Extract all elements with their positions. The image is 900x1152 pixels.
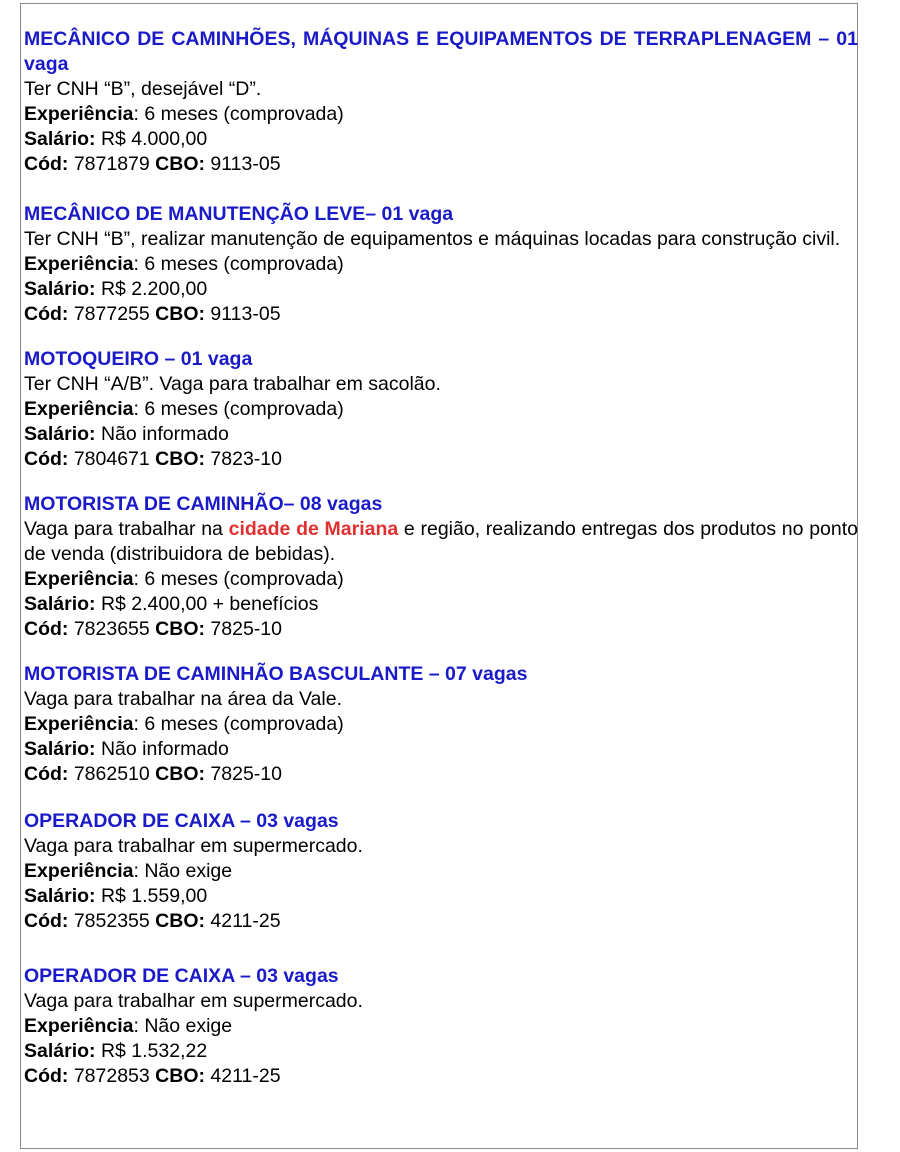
job-entry bbox=[24, 202, 858, 327]
job-code bbox=[24, 152, 858, 177]
cbo-label: CBO: bbox=[155, 618, 205, 640]
salary-value: R$ 2.200,00 bbox=[95, 278, 208, 300]
job-entry bbox=[24, 347, 858, 472]
job-description: Vaga para trabalhar na área da Vale. bbox=[24, 688, 342, 710]
cbo-label: CBO: bbox=[155, 910, 205, 932]
job-entry bbox=[24, 27, 858, 177]
salary-label: Salário: bbox=[24, 593, 96, 615]
code-value: 7877255 bbox=[68, 303, 156, 325]
code-label: Cód: bbox=[24, 153, 69, 175]
job-code bbox=[24, 909, 858, 934]
description-text: Vaga para trabalhar na bbox=[24, 518, 229, 540]
salary-value: Não informado bbox=[95, 423, 229, 445]
cbo-value: 9113-05 bbox=[205, 153, 281, 175]
salary-label: Salário: bbox=[24, 738, 96, 760]
cbo-label: CBO: bbox=[155, 1065, 205, 1087]
salary-label: Salário: bbox=[24, 1040, 96, 1062]
salary-label: Salário: bbox=[24, 278, 96, 300]
cbo-label: CBO: bbox=[155, 448, 205, 470]
job-description: Ter CNH “B”, desejável “D”. bbox=[24, 78, 262, 100]
cbo-value: 7825-10 bbox=[205, 763, 282, 785]
job-experience bbox=[24, 397, 858, 422]
job-experience bbox=[24, 859, 858, 884]
cbo-value: 4211-25 bbox=[205, 1065, 281, 1087]
job-salary bbox=[24, 127, 858, 152]
job-salary bbox=[24, 422, 858, 447]
job-entry bbox=[24, 662, 858, 787]
job-salary bbox=[24, 1039, 858, 1064]
cbo-value: 9113-05 bbox=[205, 303, 281, 325]
salary-label: Salário: bbox=[24, 423, 96, 445]
code-label: Cód: bbox=[24, 303, 69, 325]
job-salary bbox=[24, 277, 858, 302]
job-title: OPERADOR DE CAIXA – 03 vagas bbox=[24, 965, 339, 987]
experience-label: Experiência bbox=[24, 1015, 134, 1037]
salary-label: Salário: bbox=[24, 128, 96, 150]
job-experience bbox=[24, 102, 858, 127]
experience-label: Experiência bbox=[24, 568, 134, 590]
experience-label: Experiência bbox=[24, 253, 134, 275]
experience-value: : 6 meses (comprovada) bbox=[133, 713, 344, 735]
cbo-label: CBO: bbox=[155, 763, 205, 785]
job-salary bbox=[24, 592, 858, 617]
job-entry bbox=[24, 964, 858, 1089]
job-title: MOTORISTA DE CAMINHÃO BASCULANTE – 07 vagas bbox=[24, 663, 528, 685]
job-listing bbox=[24, 27, 858, 1089]
job-title: MOTOQUEIRO – 01 vaga bbox=[24, 348, 253, 370]
job-experience bbox=[24, 712, 858, 737]
job-experience bbox=[24, 252, 858, 277]
job-description: Vaga para trabalhar em supermercado. bbox=[24, 990, 363, 1012]
code-value: 7871879 bbox=[68, 153, 156, 175]
experience-label: Experiência bbox=[24, 713, 134, 735]
job-salary bbox=[24, 884, 858, 909]
job-experience bbox=[24, 567, 858, 592]
code-value: 7823655 bbox=[68, 618, 156, 640]
cbo-value: 7825-10 bbox=[205, 618, 282, 640]
job-description bbox=[24, 517, 858, 567]
salary-value: Não informado bbox=[95, 738, 229, 760]
job-description: Ter CNH “B”, realizar manutenção de equipamentos e máquinas locadas para construção civil. bbox=[24, 228, 841, 250]
job-entry bbox=[24, 809, 858, 934]
salary-label: Salário: bbox=[24, 885, 96, 907]
description-text: e região, realizando entregas dos produtos no ponto de venda (distribuidora de bebidas). bbox=[24, 518, 858, 565]
job-title: MOTORISTA DE CAMINHÃO– 08 vagas bbox=[24, 493, 383, 515]
code-value: 7862510 bbox=[68, 763, 156, 785]
salary-value: R$ 1.532,22 bbox=[95, 1040, 208, 1062]
experience-value: : 6 meses (comprovada) bbox=[133, 568, 344, 590]
code-value: 7852355 bbox=[68, 910, 156, 932]
cbo-label: CBO: bbox=[155, 153, 205, 175]
cbo-value: 7823-10 bbox=[205, 448, 282, 470]
salary-value: R$ 2.400,00 + benefícios bbox=[95, 593, 319, 615]
experience-value: : Não exige bbox=[133, 1015, 233, 1037]
experience-label: Experiência bbox=[24, 103, 134, 125]
code-label: Cód: bbox=[24, 618, 69, 640]
job-salary bbox=[24, 737, 858, 762]
experience-value: : 6 meses (comprovada) bbox=[133, 103, 344, 125]
job-title: MECÂNICO DE MANUTENÇÃO LEVE– 01 vaga bbox=[24, 203, 454, 225]
experience-label: Experiência bbox=[24, 860, 134, 882]
salary-value: R$ 4.000,00 bbox=[95, 128, 208, 150]
job-code bbox=[24, 302, 858, 327]
job-title: MECÂNICO DE CAMINHÕES, MÁQUINAS E EQUIPAMENTOS DE TERRAPLENAGEM – 01 vaga bbox=[24, 28, 858, 75]
job-code bbox=[24, 447, 858, 472]
code-value: 7872853 bbox=[68, 1065, 156, 1087]
cbo-value: 4211-25 bbox=[205, 910, 281, 932]
job-code bbox=[24, 617, 858, 642]
job-code bbox=[24, 762, 858, 787]
code-label: Cód: bbox=[24, 1065, 69, 1087]
highlighted-location: cidade de Mariana bbox=[228, 518, 399, 540]
cbo-label: CBO: bbox=[155, 303, 205, 325]
job-experience bbox=[24, 1014, 858, 1039]
experience-value: : 6 meses (comprovada) bbox=[133, 398, 344, 420]
code-label: Cód: bbox=[24, 763, 69, 785]
experience-label: Experiência bbox=[24, 398, 134, 420]
code-value: 7804671 bbox=[68, 448, 156, 470]
job-description: Vaga para trabalhar em supermercado. bbox=[24, 835, 363, 857]
job-description: Ter CNH “A/B”. Vaga para trabalhar em sacolão. bbox=[24, 373, 441, 395]
job-code bbox=[24, 1064, 858, 1089]
job-title: OPERADOR DE CAIXA – 03 vagas bbox=[24, 810, 339, 832]
code-label: Cód: bbox=[24, 448, 69, 470]
salary-value: R$ 1.559,00 bbox=[95, 885, 208, 907]
experience-value: : 6 meses (comprovada) bbox=[133, 253, 344, 275]
experience-value: : Não exige bbox=[133, 860, 233, 882]
code-label: Cód: bbox=[24, 910, 69, 932]
job-entry bbox=[24, 492, 858, 642]
